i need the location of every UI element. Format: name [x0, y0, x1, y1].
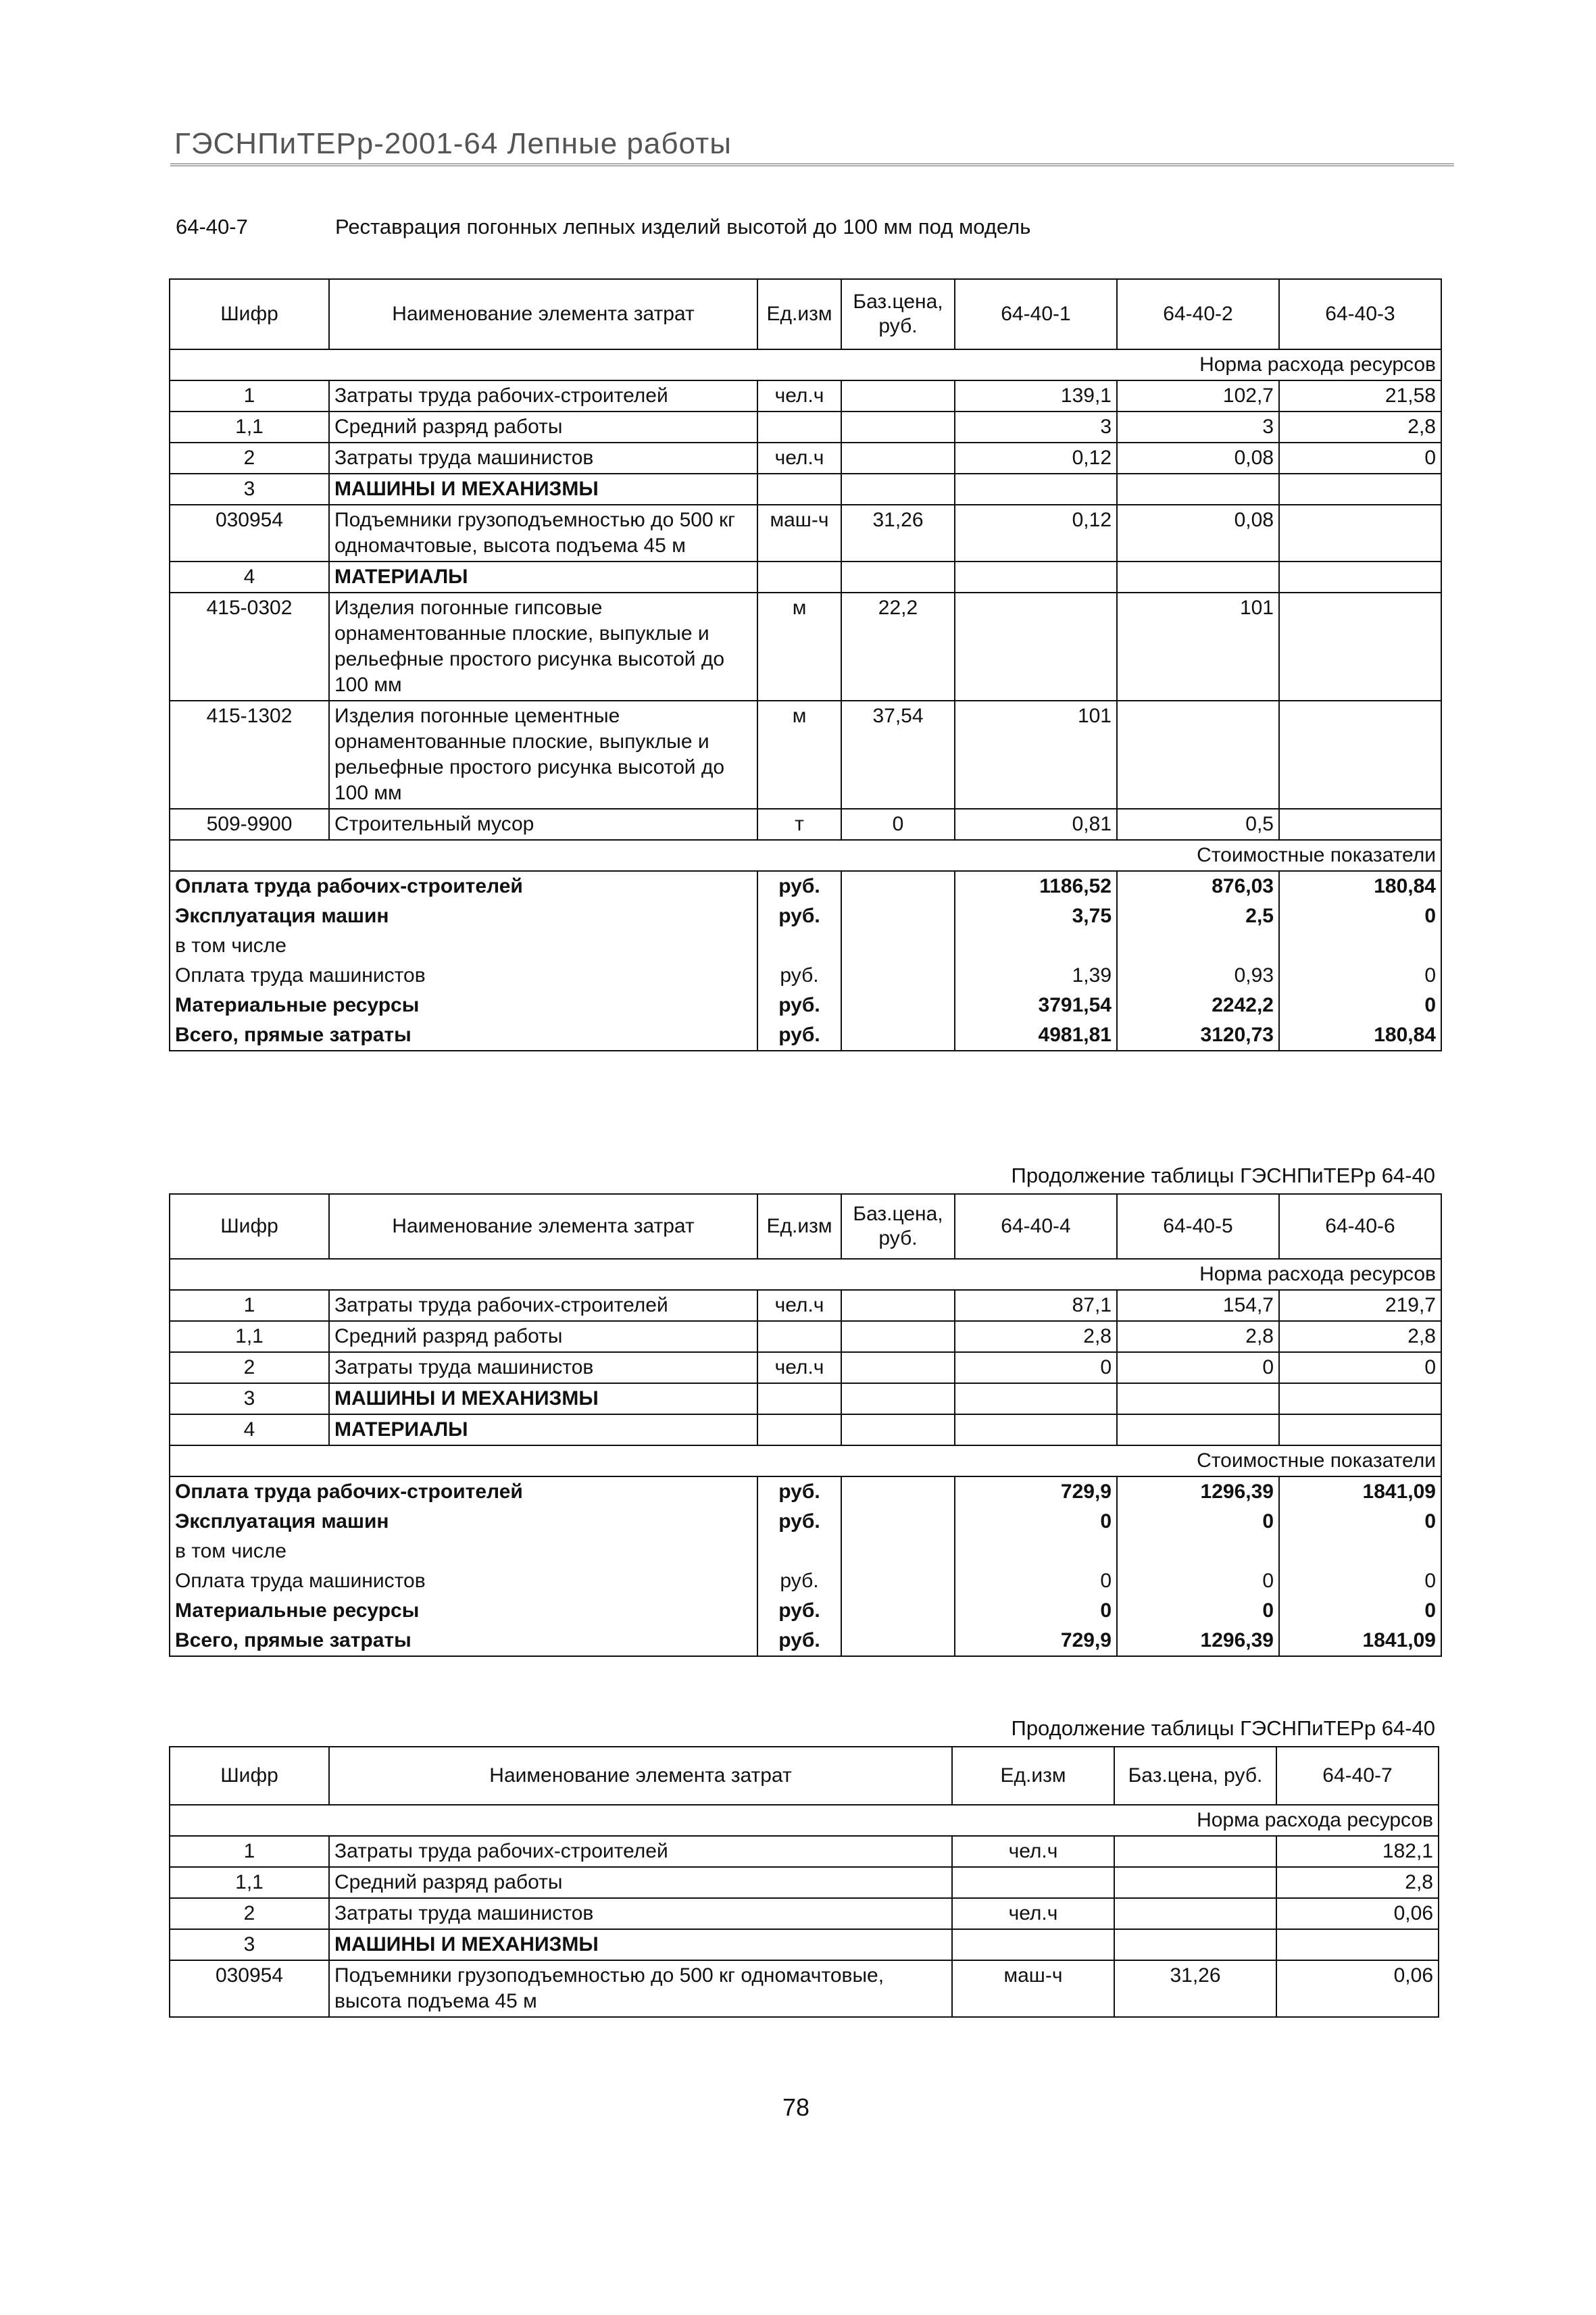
- resource-row: [170, 1321, 1441, 1352]
- row-value: 139,1: [955, 380, 1117, 412]
- cost-row-label: Оплата труда машинистов: [170, 1566, 757, 1596]
- row-price: [1114, 1929, 1276, 1960]
- resource-row: [170, 380, 1441, 412]
- row-value: 0: [955, 1352, 1117, 1383]
- resource-row: [170, 1929, 1439, 1960]
- norm-label-row: [170, 1805, 1439, 1836]
- row-code: 2: [170, 1352, 329, 1383]
- col-header-unit: Ед.изм: [952, 1747, 1114, 1805]
- col-header-variant: 64-40-2: [1117, 279, 1279, 349]
- resource-row: [170, 809, 1441, 840]
- row-value: 2,8: [1276, 1867, 1439, 1898]
- continuation-caption: Продолжение таблицы ГЭСНПиТЕРр 64-40: [1011, 1716, 1435, 1740]
- norm-label-row: [170, 1259, 1441, 1290]
- row-value: 101: [955, 701, 1117, 809]
- row-name: Затраты труда рабочих-строителей: [329, 380, 757, 412]
- cost-row-label: Материальные ресурсы: [170, 991, 757, 1020]
- row-value: [1117, 701, 1279, 809]
- row-code: 4: [170, 1414, 329, 1445]
- cost-row-unit: руб.: [757, 991, 841, 1020]
- cost-label-row: [170, 840, 1441, 871]
- row-value: [1117, 562, 1279, 593]
- cost-row: [170, 931, 1441, 961]
- cost-row-value: [1279, 1537, 1441, 1566]
- norm-label: Норма расхода ресурсов: [170, 1805, 1439, 1836]
- cost-row-value: 876,03: [1117, 871, 1279, 901]
- row-name: Подъемники грузоподъемностью до 500 кг одномачтовые, высота подъема 45 м: [329, 1960, 952, 2017]
- col-header-unit: Ед.изм: [757, 279, 841, 349]
- row-code: 1,1: [170, 1321, 329, 1352]
- cost-row-price: [841, 1626, 955, 1656]
- cost-row-value: 3791,54: [955, 991, 1117, 1020]
- cost-row-value: 4981,81: [955, 1020, 1117, 1051]
- cost-row-price: [841, 931, 955, 961]
- row-code: 030954: [170, 1960, 329, 2017]
- col-header-code: Шифр: [170, 1747, 329, 1805]
- row-value: 101: [1117, 593, 1279, 701]
- resource-row: [170, 412, 1441, 443]
- row-value: 0: [1117, 1352, 1279, 1383]
- row-value: 2,8: [955, 1321, 1117, 1352]
- cost-row-value: 0: [1117, 1566, 1279, 1596]
- col-header-variant: 64-40-4: [955, 1194, 1117, 1259]
- row-value: 182,1: [1276, 1836, 1439, 1867]
- cost-row-value: 0: [1279, 1596, 1441, 1626]
- row-value: 0,12: [955, 505, 1117, 562]
- resource-row: [170, 1898, 1439, 1929]
- cost-row: [170, 1476, 1441, 1507]
- row-name: Затраты труда машинистов: [329, 1898, 952, 1929]
- row-name: Средний разряд работы: [329, 1867, 952, 1898]
- cost-row-unit: руб.: [757, 1020, 841, 1051]
- row-price: [1114, 1867, 1276, 1898]
- row-price: [841, 474, 955, 505]
- row-name: Затраты труда машинистов: [329, 443, 757, 474]
- cost-row-label: Эксплуатация машин: [170, 1507, 757, 1537]
- col-header-code: Шифр: [170, 279, 329, 349]
- row-code: 1: [170, 380, 329, 412]
- header-rule: [170, 164, 1454, 166]
- page-number: 78: [782, 2093, 810, 2121]
- cost-row-price: [841, 1596, 955, 1626]
- row-name: Затраты труда рабочих-строителей: [329, 1290, 757, 1321]
- col-header-variant: 64-40-7: [1276, 1747, 1439, 1805]
- row-value: 2,8: [1279, 412, 1441, 443]
- row-value: 2,8: [1117, 1321, 1279, 1352]
- row-code: 3: [170, 1929, 329, 1960]
- row-code: 030954: [170, 505, 329, 562]
- col-header-price: Баз.цена, руб.: [841, 279, 955, 349]
- cost-row-label: в том числе: [170, 1537, 757, 1566]
- cost-row: [170, 1596, 1441, 1626]
- row-name: Затраты труда рабочих-строителей: [329, 1836, 952, 1867]
- cost-row-value: 1841,09: [1279, 1626, 1441, 1656]
- cost-row-value: 0: [955, 1566, 1117, 1596]
- row-value: 0,08: [1117, 443, 1279, 474]
- row-value: 21,58: [1279, 380, 1441, 412]
- cost-row: [170, 991, 1441, 1020]
- cost-row-value: 729,9: [955, 1626, 1117, 1656]
- row-price: [841, 443, 955, 474]
- row-unit: [757, 412, 841, 443]
- row-price: [841, 1321, 955, 1352]
- cost-row-value: 1186,52: [955, 871, 1117, 901]
- cost-row-value: 3,75: [955, 901, 1117, 931]
- cost-row-unit: [757, 1537, 841, 1566]
- cost-row-value: 2242,2: [1117, 991, 1279, 1020]
- row-name: Средний разряд работы: [329, 412, 757, 443]
- row-code: 1: [170, 1290, 329, 1321]
- resource-table-2: [169, 1193, 1442, 1657]
- cost-row: [170, 961, 1441, 991]
- resource-row: [170, 593, 1441, 701]
- row-value: [1279, 474, 1441, 505]
- row-name: МАШИНЫ И МЕХАНИЗМЫ: [329, 474, 757, 505]
- row-code: 415-0302: [170, 593, 329, 701]
- cost-row-price: [841, 1020, 955, 1051]
- cost-row-value: 1,39: [955, 961, 1117, 991]
- col-header-name: Наименование элемента затрат: [329, 1747, 952, 1805]
- resource-row: [170, 443, 1441, 474]
- cost-row: [170, 1626, 1441, 1656]
- row-code: 4: [170, 562, 329, 593]
- row-value: [1276, 1929, 1439, 1960]
- row-value: [1279, 701, 1441, 809]
- row-code: 1,1: [170, 1867, 329, 1898]
- col-header-price: Баз.цена, руб.: [841, 1194, 955, 1259]
- row-value: [1279, 809, 1441, 840]
- resource-row: [170, 701, 1441, 809]
- cost-row-unit: руб.: [757, 901, 841, 931]
- resource-row: [170, 1867, 1439, 1898]
- row-value: 0,06: [1276, 1898, 1439, 1929]
- cost-row: [170, 901, 1441, 931]
- resource-row: [170, 1960, 1439, 2017]
- row-unit: чел.ч: [757, 443, 841, 474]
- row-unit: [757, 1383, 841, 1414]
- cost-row: [170, 1020, 1441, 1051]
- cost-row-price: [841, 1507, 955, 1537]
- row-value: [955, 1414, 1117, 1445]
- row-price: 37,54: [841, 701, 955, 809]
- cost-row-value: 0: [1279, 1507, 1441, 1537]
- resource-row: [170, 1290, 1441, 1321]
- row-value: [1279, 593, 1441, 701]
- row-value: 0,06: [1276, 1960, 1439, 2017]
- cost-label: Стоимостные показатели: [170, 1445, 1441, 1476]
- section-code: 64-40-7: [176, 215, 248, 239]
- resource-row: [170, 1836, 1439, 1867]
- cost-row-value: 0: [1279, 961, 1441, 991]
- cost-row-value: 0: [955, 1507, 1117, 1537]
- running-header: ГЭСНПиТЕРр-2001-64 Лепные работы: [174, 127, 732, 160]
- cost-row-unit: руб.: [757, 1596, 841, 1626]
- cost-row-label: Материальные ресурсы: [170, 1596, 757, 1626]
- row-value: [1117, 1414, 1279, 1445]
- col-header-variant: 64-40-1: [955, 279, 1117, 349]
- cost-row-unit: руб.: [757, 1507, 841, 1537]
- row-name: Изделия погонные гипсовые орнаментованные плоские, выпуклые и рельефные простого рисунка высотой до 100 мм: [329, 593, 757, 701]
- cost-label-row: [170, 1445, 1441, 1476]
- row-unit: [757, 562, 841, 593]
- cost-row-label: Оплата труда рабочих-строителей: [170, 1476, 757, 1507]
- cost-row-value: [955, 1537, 1117, 1566]
- col-header-unit: Ед.изм: [757, 1194, 841, 1259]
- cost-row-value: 0: [955, 1596, 1117, 1626]
- row-value: [955, 562, 1117, 593]
- row-price: [841, 1352, 955, 1383]
- resource-row: [170, 562, 1441, 593]
- cost-row-value: 0: [1117, 1596, 1279, 1626]
- row-unit: [952, 1867, 1114, 1898]
- row-name: МАТЕРИАЛЫ: [329, 562, 757, 593]
- cost-row: [170, 1566, 1441, 1596]
- cost-row-unit: руб.: [757, 1476, 841, 1507]
- col-header-variant: 64-40-3: [1279, 279, 1441, 349]
- cost-row-value: 0: [1279, 991, 1441, 1020]
- cost-row-unit: руб.: [757, 1566, 841, 1596]
- row-value: [1279, 505, 1441, 562]
- row-unit: [757, 1414, 841, 1445]
- row-price: [841, 1290, 955, 1321]
- col-header-price: Баз.цена, руб.: [1114, 1747, 1276, 1805]
- col-header-name: Наименование элемента затрат: [329, 1194, 757, 1259]
- cost-row-value: 180,84: [1279, 1020, 1441, 1051]
- row-value: 3: [1117, 412, 1279, 443]
- row-name: МАТЕРИАЛЫ: [329, 1414, 757, 1445]
- row-price: [1114, 1898, 1276, 1929]
- row-value: 0,08: [1117, 505, 1279, 562]
- cost-row-value: [1117, 931, 1279, 961]
- resource-row: [170, 1414, 1441, 1445]
- row-value: 154,7: [1117, 1290, 1279, 1321]
- cost-row-price: [841, 1566, 955, 1596]
- cost-row-value: 1296,39: [1117, 1626, 1279, 1656]
- row-value: 2,8: [1279, 1321, 1441, 1352]
- row-value: 102,7: [1117, 380, 1279, 412]
- row-price: [841, 380, 955, 412]
- cost-row-value: [955, 931, 1117, 961]
- col-header-name: Наименование элемента затрат: [329, 279, 757, 349]
- row-code: 415-1302: [170, 701, 329, 809]
- row-value: [1279, 1383, 1441, 1414]
- row-value: [1117, 1383, 1279, 1414]
- cost-row-label: Эксплуатация машин: [170, 901, 757, 931]
- cost-row-price: [841, 961, 955, 991]
- row-price: 22,2: [841, 593, 955, 701]
- cost-row-value: 1841,09: [1279, 1476, 1441, 1507]
- section-title: Реставрация погонных лепных изделий высотой до 100 мм под модель: [335, 215, 1031, 239]
- row-price: [841, 412, 955, 443]
- row-unit: [952, 1929, 1114, 1960]
- row-price: [841, 562, 955, 593]
- row-price: 31,26: [1114, 1960, 1276, 2017]
- cost-row-price: [841, 901, 955, 931]
- row-unit: чел.ч: [952, 1898, 1114, 1929]
- row-name: Изделия погонные цементные орнаментованные плоские, выпуклые и рельефные простого рисунка высотой до 100 мм: [329, 701, 757, 809]
- row-name: МАШИНЫ И МЕХАНИЗМЫ: [329, 1383, 757, 1414]
- cost-row-unit: руб.: [757, 871, 841, 901]
- row-value: [1117, 474, 1279, 505]
- row-value: 3: [955, 412, 1117, 443]
- cost-row: [170, 871, 1441, 901]
- row-code: 1,1: [170, 412, 329, 443]
- cost-row-value: 0: [1117, 1507, 1279, 1537]
- row-price: [841, 1414, 955, 1445]
- row-value: [1279, 562, 1441, 593]
- norm-label-row: [170, 349, 1441, 380]
- norm-label: Норма расхода ресурсов: [170, 1259, 1441, 1290]
- resource-row: [170, 1383, 1441, 1414]
- cost-row-unit: руб.: [757, 1626, 841, 1656]
- cost-row-label: в том числе: [170, 931, 757, 961]
- row-price: [1114, 1836, 1276, 1867]
- norm-label: Норма расхода ресурсов: [170, 349, 1441, 380]
- cost-row-value: 180,84: [1279, 871, 1441, 901]
- cost-row-label: Всего, прямые затраты: [170, 1626, 757, 1656]
- row-value: 0,5: [1117, 809, 1279, 840]
- row-unit: чел.ч: [952, 1836, 1114, 1867]
- row-unit: м: [757, 701, 841, 809]
- row-value: [955, 474, 1117, 505]
- cost-row-value: 2,5: [1117, 901, 1279, 931]
- continuation-caption: Продолжение таблицы ГЭСНПиТЕРр 64-40: [1011, 1164, 1435, 1187]
- cost-row-price: [841, 871, 955, 901]
- row-value: 0,12: [955, 443, 1117, 474]
- resource-row: [170, 1352, 1441, 1383]
- cost-row-price: [841, 1476, 955, 1507]
- row-code: 1: [170, 1836, 329, 1867]
- cost-row-label: Оплата труда рабочих-строителей: [170, 871, 757, 901]
- row-unit: маш-ч: [952, 1960, 1114, 2017]
- row-name: МАШИНЫ И МЕХАНИЗМЫ: [329, 1929, 952, 1960]
- cost-row-value: [1279, 931, 1441, 961]
- row-unit: чел.ч: [757, 1290, 841, 1321]
- cost-row: [170, 1507, 1441, 1537]
- cost-row-unit: [757, 931, 841, 961]
- row-value: 87,1: [955, 1290, 1117, 1321]
- row-value: [955, 593, 1117, 701]
- row-code: 509-9900: [170, 809, 329, 840]
- cost-row-unit: руб.: [757, 961, 841, 991]
- row-name: Затраты труда машинистов: [329, 1352, 757, 1383]
- row-code: 2: [170, 443, 329, 474]
- row-price: 0: [841, 809, 955, 840]
- row-name: Средний разряд работы: [329, 1321, 757, 1352]
- row-value: 0,81: [955, 809, 1117, 840]
- row-unit: маш-ч: [757, 505, 841, 562]
- row-unit: м: [757, 593, 841, 701]
- col-header-variant: 64-40-5: [1117, 1194, 1279, 1259]
- resource-row: [170, 474, 1441, 505]
- cost-label: Стоимостные показатели: [170, 840, 1441, 871]
- cost-row-value: 0: [1279, 901, 1441, 931]
- resource-row: [170, 505, 1441, 562]
- col-header-variant: 64-40-6: [1279, 1194, 1441, 1259]
- cost-row-value: [1117, 1537, 1279, 1566]
- row-value: [1279, 1414, 1441, 1445]
- cost-row-value: 729,9: [955, 1476, 1117, 1507]
- row-code: 3: [170, 1383, 329, 1414]
- row-value: [955, 1383, 1117, 1414]
- row-price: 31,26: [841, 505, 955, 562]
- cost-row-value: 0: [1279, 1566, 1441, 1596]
- row-value: 219,7: [1279, 1290, 1441, 1321]
- row-unit: т: [757, 809, 841, 840]
- row-name: Подъемники грузоподъемностью до 500 кг одномачтовые, высота подъема 45 м: [329, 505, 757, 562]
- row-code: 3: [170, 474, 329, 505]
- cost-row-label: Всего, прямые затраты: [170, 1020, 757, 1051]
- row-unit: чел.ч: [757, 380, 841, 412]
- cost-row-value: 0,93: [1117, 961, 1279, 991]
- cost-row-value: 1296,39: [1117, 1476, 1279, 1507]
- cost-row-price: [841, 991, 955, 1020]
- resource-table-3: [169, 1746, 1439, 2018]
- row-name: Строительный мусор: [329, 809, 757, 840]
- row-unit: чел.ч: [757, 1352, 841, 1383]
- resource-table-1: [169, 278, 1442, 1051]
- row-code: 2: [170, 1898, 329, 1929]
- cost-row-label: Оплата труда машинистов: [170, 961, 757, 991]
- row-value: 0: [1279, 1352, 1441, 1383]
- row-value: 0: [1279, 443, 1441, 474]
- row-unit: [757, 474, 841, 505]
- row-unit: [757, 1321, 841, 1352]
- cost-row-value: 3120,73: [1117, 1020, 1279, 1051]
- cost-row-price: [841, 1537, 955, 1566]
- row-price: [841, 1383, 955, 1414]
- cost-row: [170, 1537, 1441, 1566]
- col-header-code: Шифр: [170, 1194, 329, 1259]
